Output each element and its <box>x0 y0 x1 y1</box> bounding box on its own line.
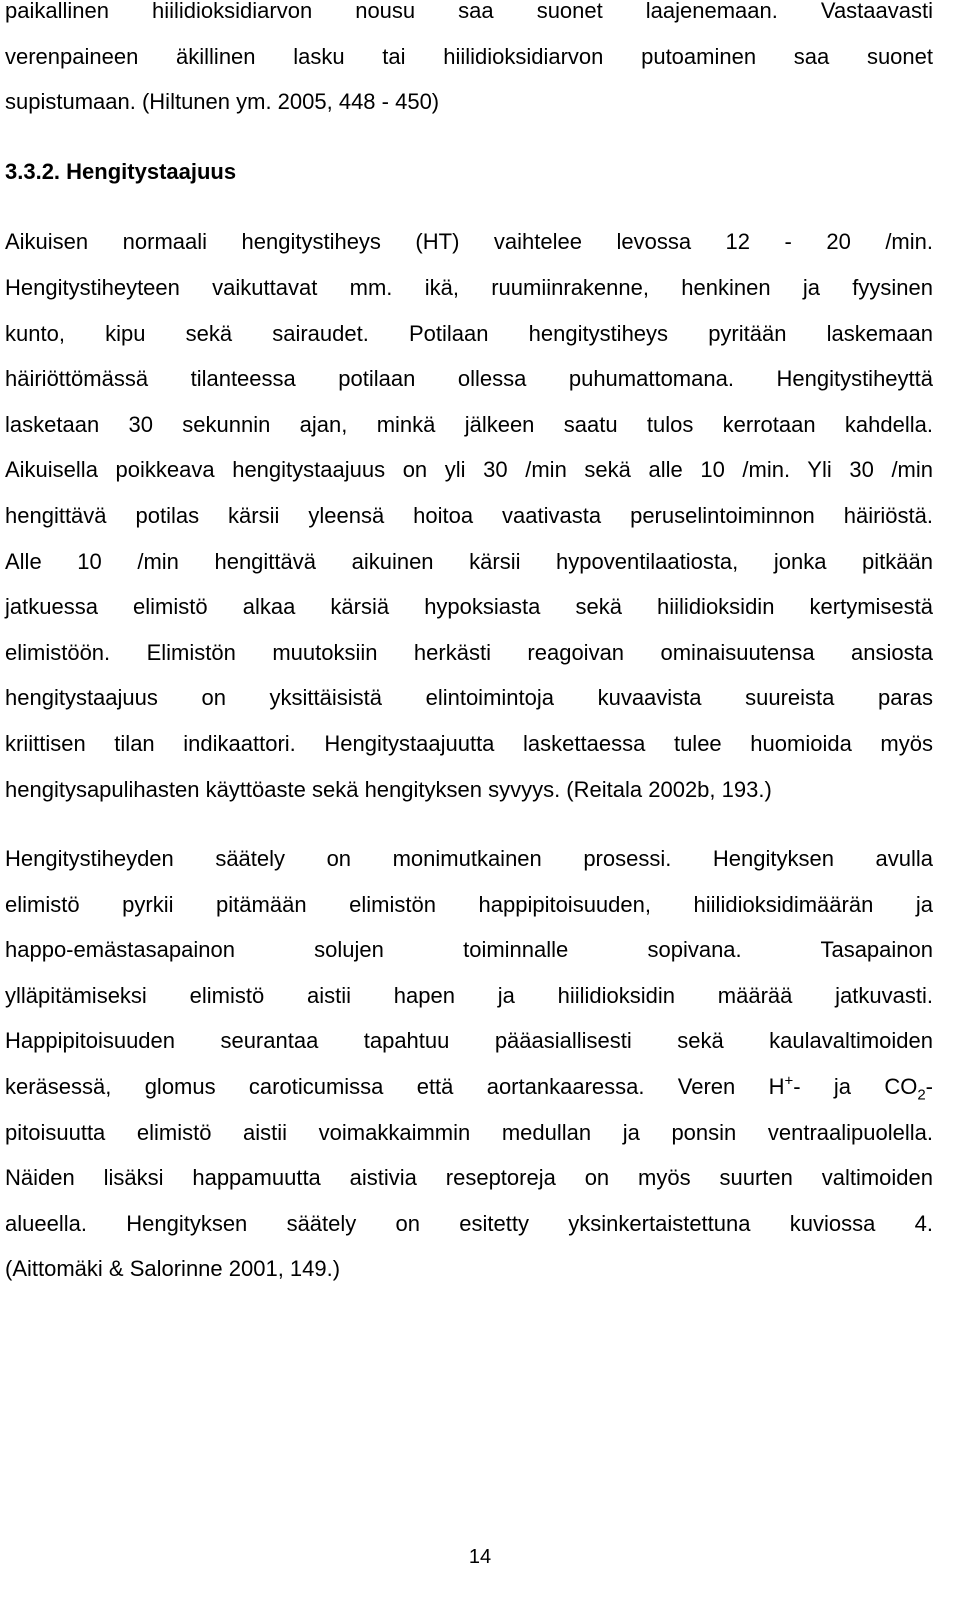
text-line: häiriöttömässä tilanteessa potilaan ollessa puhumattomana. Hengitystiheyttä <box>5 366 933 392</box>
text-line: (Aittomäki & Salorinne 2001, 149.) <box>5 1256 341 1282</box>
text-line: hengitysapulihasten käyttöaste sekä hengityksen syvyys. (Reitala 2002b, 193.) <box>5 776 772 802</box>
text-line: verenpaineen äkillinen lasku tai hiilidioksidiarvon putoaminen saa suonet <box>5 43 933 69</box>
text-line: Happipitoisuuden seurantaa tapahtuu pääasiallisesti sekä kaulavaltimoiden <box>5 1028 933 1054</box>
hydrogen-superscript: + <box>784 1072 794 1090</box>
co2-subscript: 2 <box>917 1086 926 1104</box>
paragraph-respiratory-rate <box>5 219 933 812</box>
text-line: ylläpitämiseksi elimistö aistii hapen ja hiilidioksidin määrää jatkuvasti. <box>5 982 933 1008</box>
paragraph-respiratory-regulation <box>5 836 933 1292</box>
text-line: happo-emästasapainon solujen toiminnalle sopivana. Tasapainon <box>5 937 933 963</box>
text-line: Näiden lisäksi happamuutta aistivia reseptoreja on myös suurten valtimoiden <box>5 1165 933 1191</box>
text-line: paikallinen hiilidioksidiarvon nousu saa suonet laajenemaan. Vastaavasti <box>5 0 933 23</box>
text-line: lasketaan 30 sekunnin ajan, minkä jälkeen saatu tulos kerrotaan kahdella. <box>5 411 933 437</box>
text-line-formula <box>5 1064 933 1110</box>
text-line: kriittisen tilan indikaattori. Hengitystaajuutta laskettaessa tulee huomioida myös <box>5 730 933 756</box>
text-line: kunto, kipu sekä sairaudet. Potilaan hengitystiheys pyritään laskemaan <box>5 320 933 346</box>
section-heading: 3.3.2. Hengitystaajuus <box>5 158 237 184</box>
formula-suffix: - <box>925 1074 933 1100</box>
text-line: pitoisuutta elimistö aistii voimakkaimmin medullan ja ponsin ventraalipuolella. <box>5 1119 933 1145</box>
formula-prefix: keräsessä, glomus caroticumissa että aortankaaressa. Veren H <box>5 1074 785 1100</box>
text-line: supistumaan. (Hiltunen ym. 2005, 448 - 450) <box>5 89 440 115</box>
text-line: Aikuisen normaali hengitystiheys (HT) vaihtelee levossa 12 - 20 /min. <box>5 229 933 255</box>
paragraph-spacer <box>5 812 933 836</box>
text-line: hengittävä potilas kärsii yleensä hoitoa vaativasta peruselintoiminnon häiriöstä. <box>5 502 933 528</box>
text-line: Hengitystiheyden säätely on monimutkainen prosessi. Hengityksen avulla <box>5 846 933 872</box>
formula-middle: - ja CO <box>793 1074 918 1100</box>
text-line: Alle 10 /min hengittävä aikuinen kärsii hypoventilaatiosta, jonka pitkään <box>5 548 933 574</box>
text-line: elimistöön. Elimistön muutoksiin herkästi reagoivan ominaisuutensa ansiosta <box>5 639 933 665</box>
text-line: hengitystaajuus on yksittäisistä elintoimintoja kuvaavista suureista paras <box>5 685 933 711</box>
text-line: elimistö pyrkii pitämään elimistön happipitoisuuden, hiilidioksidimäärän ja <box>5 891 933 917</box>
document-page <box>5 0 933 1292</box>
text-line: alueella. Hengityksen säätely on esitetty yksinkertaistettuna kuviossa 4. <box>5 1210 933 1236</box>
intro-paragraph <box>5 0 933 125</box>
text-line: Aikuisella poikkeava hengitystaajuus on yli 30 /min sekä alle 10 /min. Yli 30 /min <box>5 457 933 483</box>
page-number: 14 <box>468 1546 492 1568</box>
text-line: Hengitystiheyteen vaikuttavat mm. ikä, ruumiinrakenne, henkinen ja fyysinen <box>5 274 933 300</box>
text-line: jatkuessa elimistö alkaa kärsiä hypoksiasta sekä hiilidioksidin kertymisestä <box>5 594 933 620</box>
